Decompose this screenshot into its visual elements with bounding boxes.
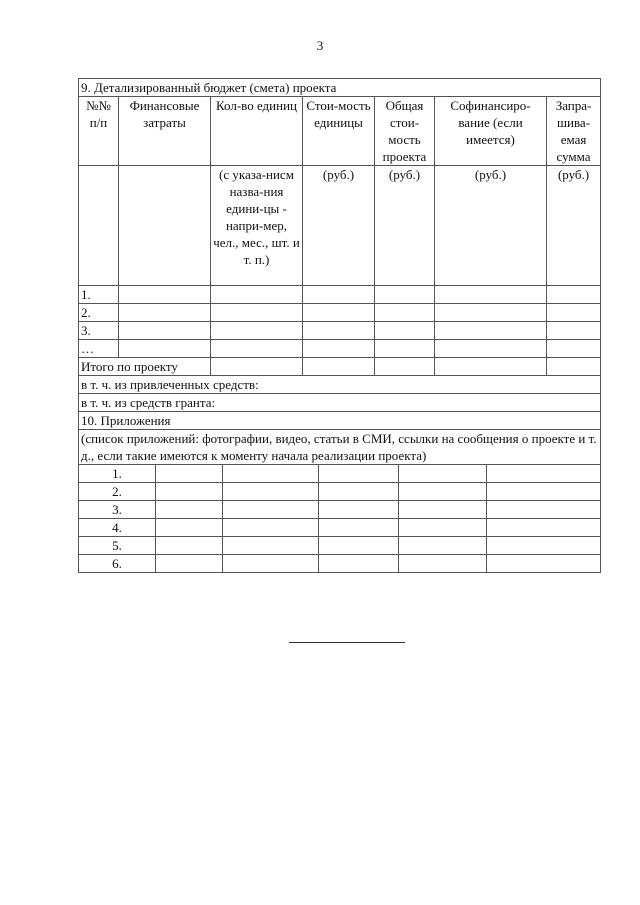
attachment-cell[interactable] — [156, 483, 223, 501]
attachment-cell[interactable] — [156, 465, 223, 483]
row-number: 1. — [79, 286, 119, 304]
attachment-cell[interactable] — [223, 537, 319, 555]
attachment-cell[interactable] — [487, 465, 601, 483]
attachment-cell[interactable] — [319, 537, 399, 555]
attachment-row — [79, 519, 601, 537]
budget-header-row — [79, 97, 601, 166]
attachment-cell[interactable] — [319, 519, 399, 537]
attachment-cell[interactable] — [399, 537, 487, 555]
header-unit-cost: Стои-мость единицы — [303, 97, 375, 166]
cell-total-cost[interactable] — [375, 286, 435, 304]
attachment-cell[interactable] — [487, 501, 601, 519]
attachment-row — [79, 465, 601, 483]
attachment-cell[interactable] — [156, 501, 223, 519]
section9-title: 9. Детализированный бюджет (смета) проекта — [79, 79, 601, 97]
cell-requested[interactable] — [547, 322, 601, 340]
attachment-cell[interactable] — [399, 519, 487, 537]
total-cell-unit-cost[interactable] — [303, 358, 375, 376]
header-requested: Запра-шива-емая сумма — [547, 97, 601, 166]
attachment-row — [79, 501, 601, 519]
attachment-cell[interactable] — [487, 483, 601, 501]
units-cell-expenses — [119, 166, 211, 286]
header-expenses: Финансовые затраты — [119, 97, 211, 166]
cell-expenses[interactable] — [119, 304, 211, 322]
attachment-number: 5. — [79, 537, 156, 555]
cell-quantity[interactable] — [211, 322, 303, 340]
total-cell-quantity[interactable] — [211, 358, 303, 376]
section10-title: 10. Приложения — [79, 412, 601, 430]
total-cell-cofinancing[interactable] — [435, 358, 547, 376]
cell-requested[interactable] — [547, 340, 601, 358]
total-cell-requested[interactable] — [547, 358, 601, 376]
attachments-table — [78, 464, 601, 573]
total-cell-total-cost[interactable] — [375, 358, 435, 376]
budget-row — [79, 340, 601, 358]
attachment-cell[interactable] — [223, 555, 319, 573]
signature-line — [289, 642, 405, 643]
attachment-row — [79, 537, 601, 555]
cell-cofinancing[interactable] — [435, 340, 547, 358]
attachment-number: 1. — [79, 465, 156, 483]
attachment-number: 4. — [79, 519, 156, 537]
units-requested: (руб.) — [547, 166, 601, 286]
cell-total-cost[interactable] — [375, 322, 435, 340]
attachment-cell[interactable] — [319, 555, 399, 573]
cell-quantity[interactable] — [211, 286, 303, 304]
cell-expenses[interactable] — [119, 322, 211, 340]
attachment-cell[interactable] — [487, 555, 601, 573]
cell-unit-cost[interactable] — [303, 286, 375, 304]
attachment-row — [79, 555, 601, 573]
attachments-description: (список приложений: фотографии, видео, статьи в СМИ, ссылки на сообщения о проекте и т. д., если такие имеются к моменту начала реализации проекта) — [79, 430, 601, 465]
cell-requested[interactable] — [547, 286, 601, 304]
total-label: Итого по проекту — [79, 358, 211, 376]
header-cofinancing: Софинансиро-вание (если имеется) — [435, 97, 547, 166]
attachment-cell[interactable] — [156, 519, 223, 537]
attachment-cell[interactable] — [223, 501, 319, 519]
budget-row — [79, 304, 601, 322]
cell-quantity[interactable] — [211, 304, 303, 322]
attachment-number: 3. — [79, 501, 156, 519]
attachment-cell[interactable] — [319, 465, 399, 483]
cell-total-cost[interactable] — [375, 340, 435, 358]
attachment-cell[interactable] — [399, 465, 487, 483]
attachment-cell[interactable] — [399, 555, 487, 573]
units-quantity: (с указа-нисм назва-ния едини-цы - напри-мер, чел., мес., шт. и т. п.) — [211, 166, 303, 286]
attachment-cell[interactable] — [223, 519, 319, 537]
attachment-cell[interactable] — [223, 465, 319, 483]
cell-requested[interactable] — [547, 304, 601, 322]
attachment-cell[interactable] — [399, 501, 487, 519]
budget-row — [79, 322, 601, 340]
row-number: 2. — [79, 304, 119, 322]
units-total-cost: (руб.) — [375, 166, 435, 286]
attachment-cell[interactable] — [319, 501, 399, 519]
budget-total-row — [79, 358, 601, 376]
units-cell-number — [79, 166, 119, 286]
attachment-cell[interactable] — [399, 483, 487, 501]
cell-total-cost[interactable] — [375, 304, 435, 322]
grant-funds-label: в т. ч. из средств гранта: — [79, 394, 601, 412]
cell-cofinancing[interactable] — [435, 304, 547, 322]
attachment-cell[interactable] — [487, 537, 601, 555]
cell-expenses[interactable] — [119, 286, 211, 304]
header-total-cost: Общая стои-мость проекта — [375, 97, 435, 166]
header-number: №№ п/п — [79, 97, 119, 166]
attachment-number: 2. — [79, 483, 156, 501]
header-quantity: Кол-во единиц — [211, 97, 303, 166]
attachment-cell[interactable] — [319, 483, 399, 501]
cell-cofinancing[interactable] — [435, 286, 547, 304]
cell-unit-cost[interactable] — [303, 340, 375, 358]
attachment-cell[interactable] — [487, 519, 601, 537]
row-number: 3. — [79, 322, 119, 340]
cell-quantity[interactable] — [211, 340, 303, 358]
attachment-cell[interactable] — [156, 555, 223, 573]
attachment-cell[interactable] — [156, 537, 223, 555]
attachment-cell[interactable] — [223, 483, 319, 501]
budget-units-row — [79, 166, 601, 286]
page-number: 3 — [316, 38, 324, 53]
cell-unit-cost[interactable] — [303, 322, 375, 340]
budget-row — [79, 286, 601, 304]
cell-cofinancing[interactable] — [435, 322, 547, 340]
units-cofinancing: (руб.) — [435, 166, 547, 286]
attachment-number: 6. — [79, 555, 156, 573]
units-unit-cost: (руб.) — [303, 166, 375, 286]
budget-table — [78, 78, 601, 465]
attachment-row — [79, 483, 601, 501]
row-number: … — [79, 340, 119, 358]
attracted-funds-label: в т. ч. из привлеченных средств: — [79, 376, 601, 394]
cell-expenses[interactable] — [119, 340, 211, 358]
cell-unit-cost[interactable] — [303, 304, 375, 322]
